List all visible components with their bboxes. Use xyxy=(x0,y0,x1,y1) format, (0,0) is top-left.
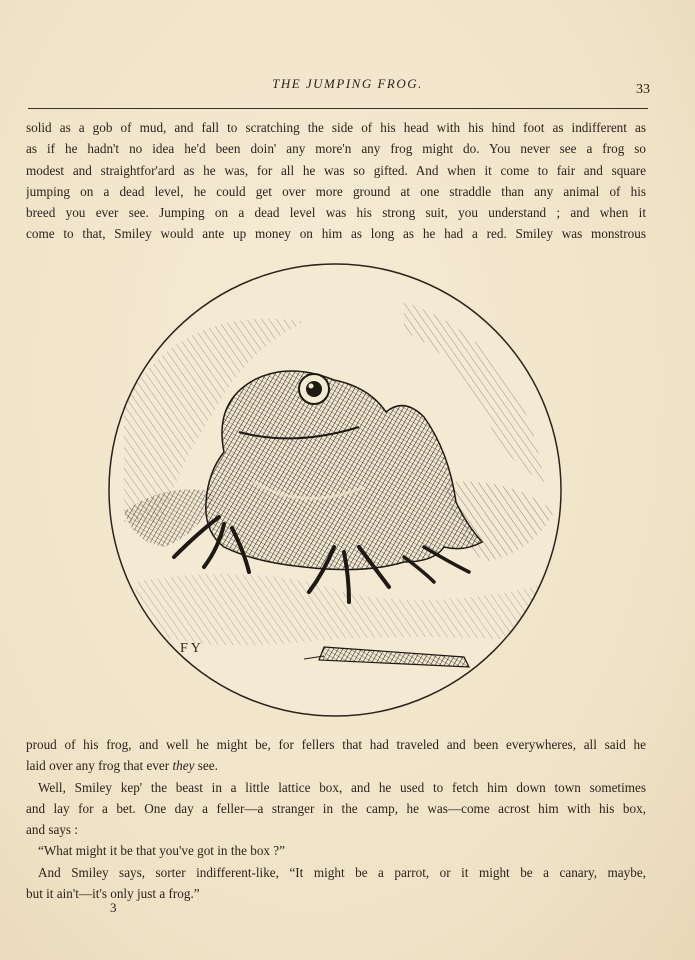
text-line: And Smiley says, sorter indifferent-like, “It might be a parrot, or it might be a canary, maybe, xyxy=(38,864,646,880)
top-paragraph xyxy=(26,117,646,245)
running-title: THE JUMPING FROG. xyxy=(272,76,423,91)
text-line: but it ain't—it's only just a frog.” xyxy=(26,886,200,902)
text-line: solid as a gob of mud, and fall to scratching the side of his head with his hind foot as indifferent as xyxy=(26,120,646,135)
emphasis-they: they xyxy=(172,758,195,774)
page-number: 33 xyxy=(636,82,650,97)
text-line: laid over any frog that ever they see. xyxy=(26,758,218,774)
text-line: “What might it be that you've got in the box ?” xyxy=(38,843,286,859)
text-line: and lay for a bet. One day a feller—a stranger in the camp, he was—come acrost him with his box, xyxy=(26,800,646,816)
text-line: breed you ever see. Jumping on a dead level was his strong suit, you understand ; and when it xyxy=(26,205,646,221)
header-rule xyxy=(28,108,648,109)
bottom-text xyxy=(26,734,646,904)
text-line: proud of his frog, and well he might be, for fellers that had traveled and been everywheres, all said he xyxy=(26,737,646,752)
artist-signature: F Y xyxy=(180,641,201,656)
text-line: and says : xyxy=(26,822,79,838)
text-line: Well, Smiley kep' the beast in a little lattice box, and he used to fetch him down town sometimes xyxy=(38,779,646,795)
signature-mark: 3 xyxy=(110,900,117,915)
text-line: come to that, Smiley would ante up money on him as long as he had a red. Smiley was monstrous xyxy=(26,226,646,242)
frog-illustration xyxy=(104,262,566,724)
text-line: modest and straightfor'ard as he was, for all he was so gifted. And when it come to fair and square xyxy=(26,162,646,178)
text-line: jumping on a dead level, he could get over more ground at one straddle than any animal of his xyxy=(26,183,646,199)
text-line: as if he hadn't no idea he'd been doin' any more'n any frog might do. You never see a frog so xyxy=(26,141,646,157)
